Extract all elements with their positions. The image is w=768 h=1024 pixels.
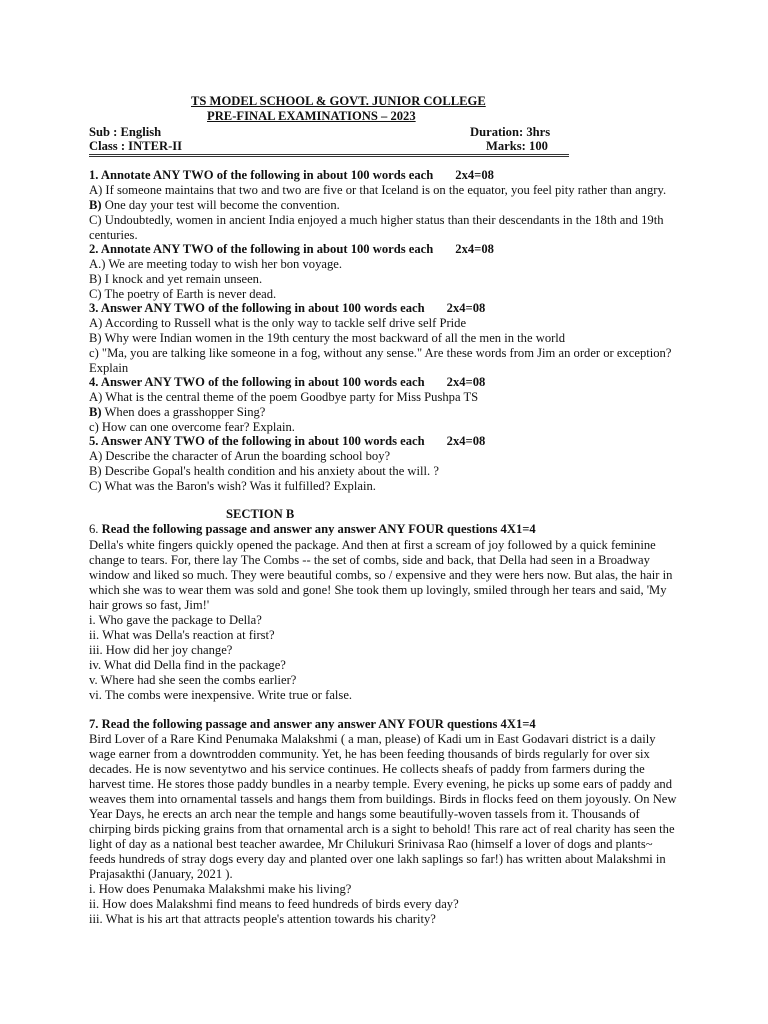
q6-passage-line: Della's white fingers quickly opened the package. And then at first a scream of joy followed by a quick feminine — [89, 538, 656, 552]
q7-passage-line: weaves them into ornamental tassels and hangs them from buildings. Birds in flocks feed on them joyously. On New — [89, 792, 677, 806]
q1-option-c-line1: C) Undoubtedly, women in ancient India enjoyed a much higher status than their descendants in the 18th and 19th — [89, 213, 664, 227]
q4-title: 4. Answer ANY TWO of the following in about 100 words each — [89, 375, 425, 389]
q6-question: iii. How did her joy change? — [89, 643, 233, 657]
q7-passage-line: decades. He is now seventytwo and his service continues. He collects sheafs of paddy from farmers during the — [89, 762, 645, 776]
class-label: Class : INTER-II — [89, 139, 183, 153]
q7-passage-line: Year Days, he erects an arch near the temple and hangs some beautifully-woven tassels from it. Thousands of — [89, 807, 640, 821]
q6-passage-line: change to tears. For, there lay The Combs -- the set of combs, side and back, that Della had seen in a Broadway — [89, 553, 650, 567]
q7-question: i. How does Penumaka Malakshmi make his living? — [89, 882, 352, 896]
q1-title: 1. Annotate ANY TWO of the following in about 100 words each — [89, 168, 434, 182]
q6-question: vi. The combs were inexpensive. Write true or false. — [89, 688, 353, 702]
q3-option-a: A) According to Russell what is the only way to tackle self drive self Pride — [89, 316, 467, 330]
q6-passage-line: window and liked so much. They were beautiful combs, so / expensive and they were hers now. But alas, the hair in — [89, 568, 673, 582]
subject-label: Sub : English — [89, 125, 162, 139]
marks-label: Marks: 100 — [486, 139, 548, 153]
q6-passage-line: hair grows so fast, Jim!' — [89, 598, 210, 612]
q1-heading — [89, 168, 494, 183]
q1-option-c-line2: centuries. — [89, 228, 138, 242]
q7-passage-line: harvest time. He stores those paddy bundles in a nearby temple. Every evening, he picks up some ears of paddy and — [89, 777, 672, 791]
q4-heading — [89, 375, 485, 390]
section-b-title: SECTION B — [226, 507, 295, 521]
q2-title: 2. Annotate ANY TWO of the following in about 100 words each — [89, 242, 434, 256]
q6-title: Read the following passage and answer any answer ANY FOUR questions 4X1=4 — [101, 522, 536, 536]
q6-question: iv. What did Della find in the package? — [89, 658, 286, 672]
q5-option-b: B) Describe Gopal's health condition and his anxiety about the will. ? — [89, 464, 439, 478]
q2-option-b: B) I knock and yet remain unseen. — [89, 272, 263, 286]
q5-marks: 2x4=08 — [446, 434, 486, 448]
q7-heading: 7. Read the following passage and answer any answer ANY FOUR questions 4X1=4 — [89, 717, 536, 731]
q6-question: i. Who gave the package to Della? — [89, 613, 262, 627]
q1-option-a: A) If someone maintains that two and two are five or that Iceland is on the equator, you feel pity rather than angry. — [89, 183, 667, 197]
q7-passage-line: chirping birds picking grains from that ornamental arch is a sight to behold! This rare act of real charity has seen the — [89, 822, 675, 836]
exam-title: PRE-FINAL EXAMINATIONS – 2023 — [207, 109, 416, 123]
q4-option-a: A) What is the central theme of the poem Goodbye party for Miss Pushpa TS — [89, 390, 479, 404]
q2-option-c: C) The poetry of Earth is never dead. — [89, 287, 277, 301]
q6-passage-line: which she was to wear them was sold and gone! She took them up lovingly, smiled through her tears and said, 'My — [89, 583, 667, 597]
q6-question: v. Where had she seen the combs earlier? — [89, 673, 297, 687]
q1-marks: 2x4=08 — [455, 168, 494, 182]
q5-option-a: A) Describe the character of Arun the boarding school boy? — [89, 449, 391, 463]
q6-question: ii. What was Della's reaction at first? — [89, 628, 275, 642]
q1-option-b-text: One day your test will become the convention. — [101, 198, 340, 212]
q4-option-b — [89, 405, 265, 420]
q3-marks: 2x4=08 — [446, 301, 486, 315]
q1-option-b — [89, 198, 340, 213]
q7-passage-line: feeds hundreds of stray dogs every day and planted over one lakh saplings so far!) has written about Malakshmi in — [89, 852, 666, 866]
q3-heading — [89, 301, 485, 316]
q4-marks: 2x4=08 — [446, 375, 486, 389]
q5-option-c: C) What was the Baron's wish? Was it fulfilled? Explain. — [89, 479, 376, 493]
q4-option-b-text: When does a grasshopper Sing? — [101, 405, 266, 419]
q2-heading — [89, 242, 494, 257]
q7-passage-line: light of day as a national best teacher awardee, Mr Chilukuri Srinivasa Rao (himself a lover of dogs and plants~ — [89, 837, 653, 851]
q7-passage-line: Bird Lover of a Rare Kind Penumaka Malakshmi ( a man, please) of Kadi um in East Godavari district is a daily — [89, 732, 656, 746]
q7-question: iii. What is his art that attracts people's attention towards his charity? — [89, 912, 436, 926]
q7-passage-line: wage earner from a downtrodden community. Yet, he has been feeding thousands of birds regularly for over six — [89, 747, 650, 761]
header-divider — [89, 154, 569, 165]
school-title: TS MODEL SCHOOL & GOVT. JUNIOR COLLEGE — [191, 94, 486, 108]
q6-number: 6. — [89, 522, 102, 536]
q6-heading — [89, 522, 536, 537]
q4-option-b-label: B) — [89, 405, 102, 419]
q1-option-b-label: B) — [89, 198, 102, 212]
q3-option-c-line2: Explain — [89, 361, 129, 375]
q3-option-b: B) Why were Indian women in the 19th century the most backward of all the men in the world — [89, 331, 566, 345]
q5-title: 5. Answer ANY TWO of the following in about 100 words each — [89, 434, 425, 448]
q3-title: 3. Answer ANY TWO of the following in about 100 words each — [89, 301, 425, 315]
q7-question: ii. How does Malakshmi find means to feed hundreds of birds every day? — [89, 897, 459, 911]
q5-heading — [89, 434, 485, 449]
q2-marks: 2x4=08 — [455, 242, 494, 256]
q3-option-c-line1: c) "Ma, you are talking like someone in a fog, without any sense." Are these words from Jim an order or exception? — [89, 346, 672, 360]
duration-label: Duration: 3hrs — [470, 125, 551, 139]
q2-option-a: A.) We are meeting today to wish her bon voyage. — [89, 257, 343, 271]
q4-option-c: c) How can one overcome fear? Explain. — [89, 420, 295, 434]
q7-passage-line: Prajasakthi (January, 2021 ). — [89, 867, 233, 881]
